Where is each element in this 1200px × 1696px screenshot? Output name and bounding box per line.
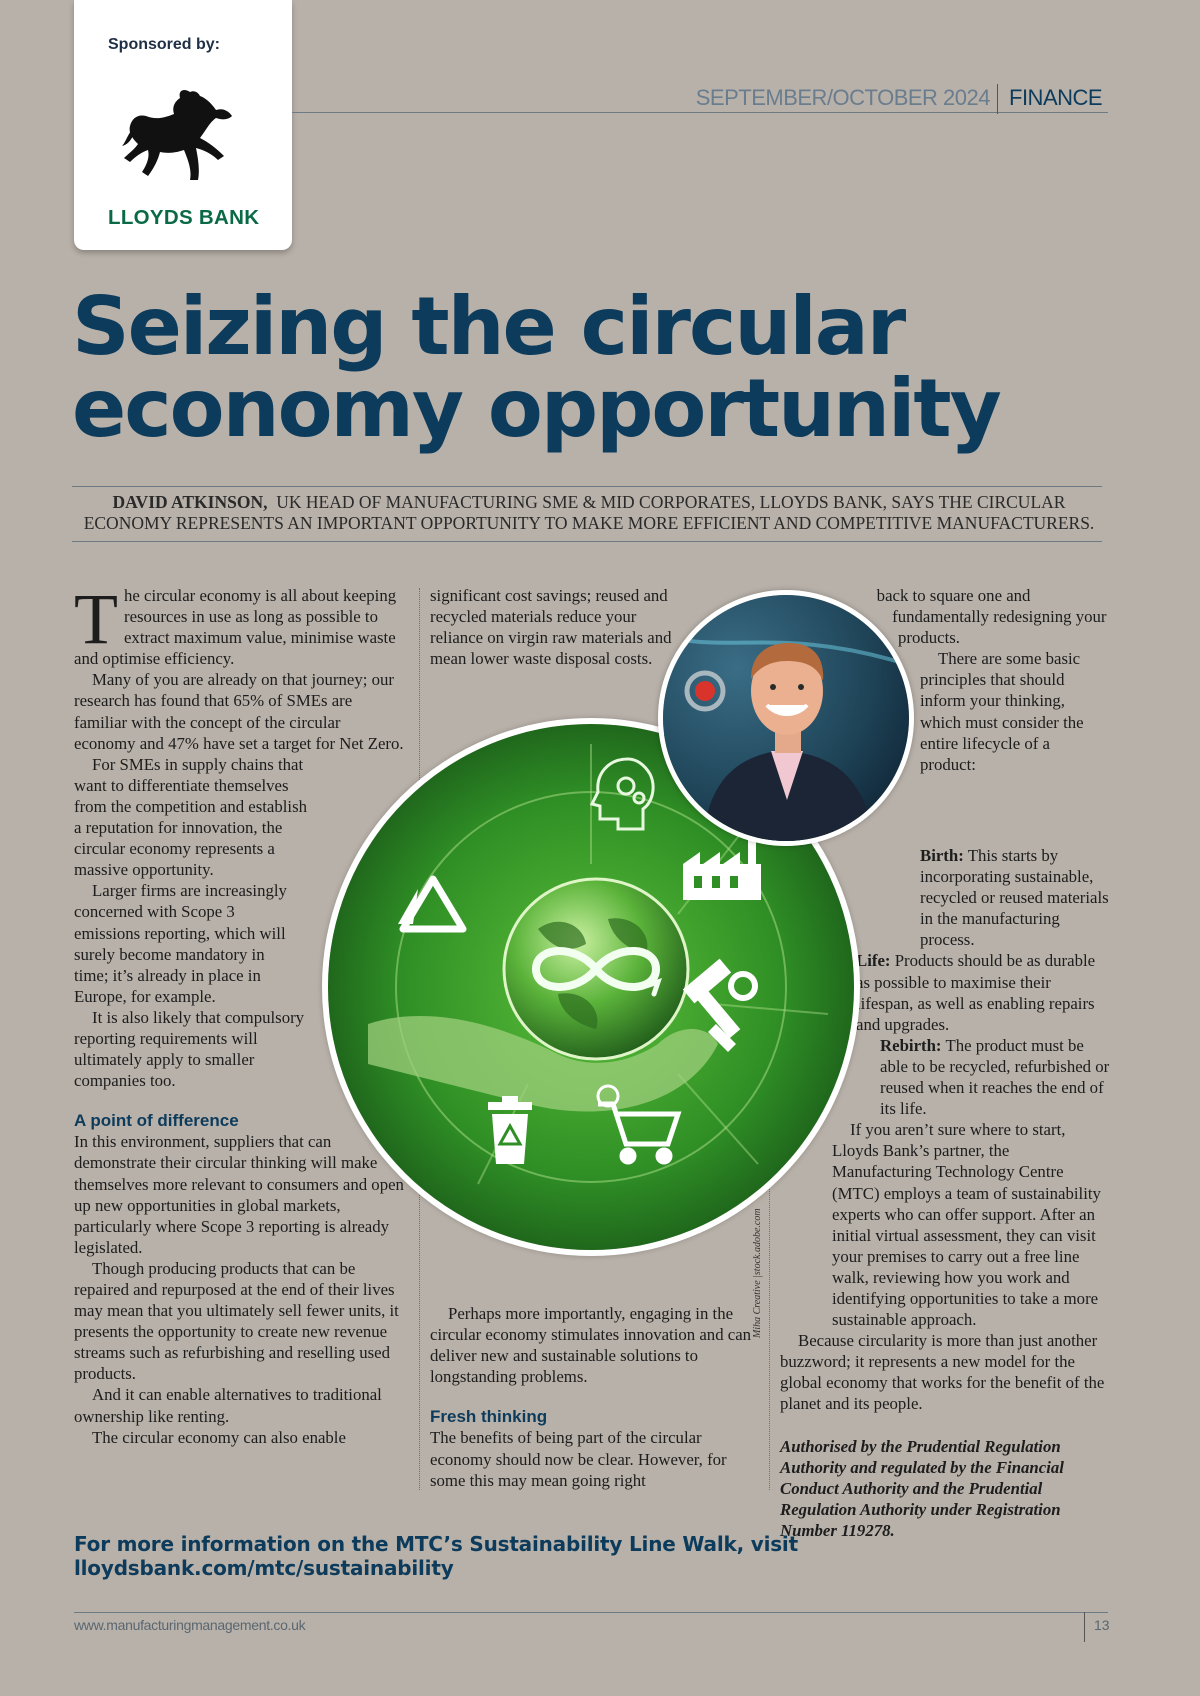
paragraph: There are some basic principles that should inform your thinking, which must consider the entire lifecycle of a product: bbox=[920, 649, 1084, 774]
column-2-top bbox=[430, 585, 678, 669]
issue-date: SEPTEMBER/OCTOBER 2024 bbox=[695, 85, 990, 110]
black-horse-icon bbox=[120, 80, 248, 200]
footer-url[interactable]: www.manufacturingmanagement.co.uk bbox=[74, 1617, 306, 1633]
headline: Seizing the circular economy opportunity bbox=[72, 280, 1000, 455]
subhead-fresh-thinking: Fresh thinking bbox=[430, 1407, 548, 1427]
paragraph: Larger firms are increasingly concerned with Scope 3 emissions reporting, which will surely become mandatory in time; it’s already in place in Europe, for example. bbox=[74, 881, 287, 1006]
paragraph: And it can enable alternatives to traditional ownership like renting. bbox=[74, 1385, 382, 1426]
paragraph: In this environment, suppliers that can demonstrate their circular thinking will make themselves more relevant to consumers and open up new opportunities in global markets, particularly where Scope 3 reporting is already legislated. bbox=[74, 1132, 404, 1257]
author-portrait bbox=[658, 590, 914, 846]
paragraph: back to square one and fundamentally redesigning your products. bbox=[876, 586, 1107, 648]
author-photo bbox=[663, 595, 909, 841]
sponsor-card bbox=[74, 0, 292, 250]
life-paragraph: Life: Products should be as durable as possible to maximise their lifespan, as well as enabling repairs and upgrades. bbox=[856, 951, 1096, 1034]
paragraph: Perhaps more importantly, engaging in the circular economy stimulates innovation and can deliver new and sustainable solutions to longstanding problems. bbox=[430, 1304, 752, 1387]
paragraph: It is also likely that compulsory reporting requirements will ultimately apply to smaller companies too. bbox=[74, 1007, 305, 1091]
standfirst bbox=[72, 492, 1106, 534]
regulatory-disclaimer: Authorised by the Prudential Regulation Authority and regulated by the Financial Conduct Authority and the Prudential Regulation Authority under Registration Number 119278. bbox=[780, 1436, 1064, 1540]
call-to-action[interactable]: For more information on the MTC’s Sustainability Line Walk, visit lloydsbank.com/mtc/sustainability bbox=[74, 1532, 798, 1580]
sponsor-label: Sponsored by: bbox=[108, 36, 221, 53]
byline: DAVID ATKINSON, bbox=[112, 492, 268, 512]
paragraph: For SMEs in supply chains that want to differentiate themselves from the competition and establish a reputation for innovation, the circular economy represents a massive opportunity. bbox=[74, 754, 308, 880]
column-2-bottom bbox=[430, 1303, 760, 1491]
paragraph: If you aren’t sure where to start, Lloyds Bank’s partner, the Manufacturing Technology Centre (MTC) employs a team of sustainability experts who can offer support. After an initial virtual assessment, they can visit your premises to carry out a free line walk, reviewing how you work and identifying opportunities to take a more sustainable approach. bbox=[832, 1120, 1101, 1330]
paragraph: Because circularity is more than just another buzzword; it represents a new model for the global economy that works for the benefit of the planet and its people. bbox=[780, 1331, 1105, 1414]
standfirst-text: UK HEAD OF MANUFACTURING SME & MID CORPORATES, LLOYDS BANK, SAYS THE CIRCULAR ECONOMY REPRESENTS AN IMPORTANT OPPORTUNITY TO MAKE MORE EFFICIENT AND COMPETITIVE MANUFACTURERS. bbox=[83, 492, 1095, 533]
paragraph: Though producing products that can be repaired and repurposed at the end of their lives may mean that you ultimately sell fewer units, it presents the opportunity to create new revenue streams such as refurbishing and reselling used products. bbox=[74, 1258, 399, 1384]
paragraph: significant cost savings; reused and recycled materials reduce your reliance on virgin raw materials and mean lower waste disposal costs. bbox=[430, 586, 672, 669]
header-divider bbox=[997, 84, 998, 114]
standfirst-top-rule bbox=[72, 486, 1102, 487]
photo-credit: Miha Creative |stock.adobe.com bbox=[752, 1208, 763, 1338]
bank-name: LLOYDS BANK bbox=[108, 206, 260, 229]
intro-paragraph: The circular economy is all about keeping resources in use as long as possible to extract maximum value, minimise waste and optimise efficiency. bbox=[74, 579, 397, 669]
footer-divider bbox=[1084, 1612, 1085, 1642]
drop-cap: T bbox=[74, 579, 118, 659]
paragraph: The circular economy can also enable bbox=[92, 1427, 346, 1447]
footer-rule bbox=[74, 1612, 1108, 1613]
paragraph: Many of you are already on that journey; our research has found that 65% of SMEs are familiar with the concept of the circular economy and 47% have set a target for Net Zero. bbox=[74, 670, 404, 753]
subhead-point-of-difference: A point of difference bbox=[74, 1111, 239, 1131]
section-name: FINANCE bbox=[1009, 85, 1103, 110]
header-rule bbox=[292, 112, 1108, 113]
paragraph: The benefits of being part of the circular economy should now be clear. However, for some this may mean going right bbox=[430, 1428, 727, 1490]
rebirth-paragraph: Rebirth: The product must be able to be recycled, refurbished or reused when it reaches the end of its life. bbox=[880, 1035, 1110, 1119]
page-number: 13 bbox=[1094, 1617, 1110, 1633]
standfirst-bottom-rule bbox=[72, 541, 1102, 542]
birth-paragraph: Birth: This starts by incorporating sustainable, recycled or reused materials in the manufacturing process. bbox=[920, 846, 1109, 950]
